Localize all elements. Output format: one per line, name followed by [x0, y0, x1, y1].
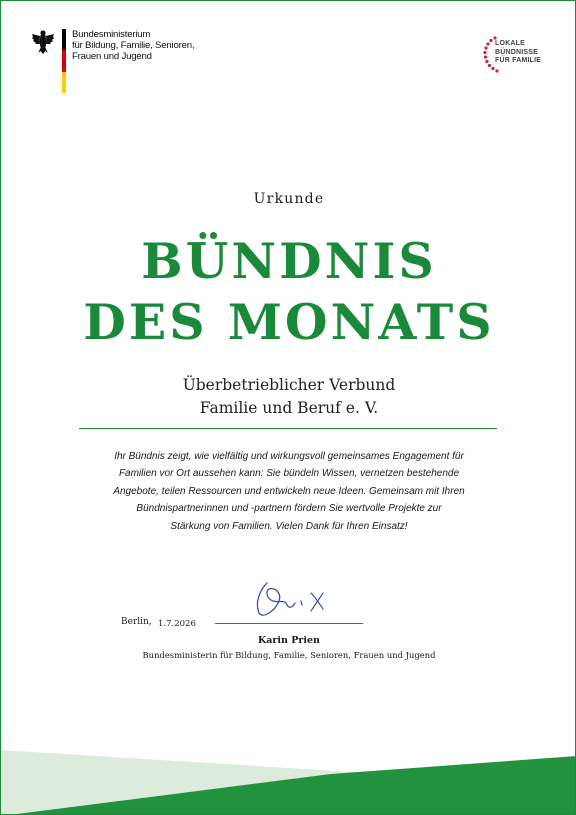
lokale-buendnisse-logo: [481, 35, 551, 77]
title-line-1: BÜNDNIS: [141, 232, 437, 290]
signing-place: Berlin,: [121, 617, 152, 627]
title-line-2: DES MONATS: [83, 293, 495, 351]
body-line: Ihr Bündnis zeigt, wie vielfältig und wirkungsvoll gemeinsames Engagement für: [114, 451, 464, 462]
ministry-logo: [31, 29, 194, 93]
lokale-buendnisse-wordmark: [495, 40, 541, 66]
body-line: Bündnispartnerinnen und -partnern fördern Sie wertvolle Projekte zur: [136, 503, 442, 515]
lokale-line: BÜNDNISSE: [495, 48, 539, 56]
recipient-line-2: Familie und Beruf e. V.: [199, 399, 379, 417]
recipient-line-1: Überbetrieblicher Verbund: [182, 376, 396, 394]
german-flag-stripe: [62, 29, 66, 93]
federal-eagle-icon: [31, 29, 55, 55]
certificate-label: Urkunde: [253, 191, 325, 207]
signature-line: [215, 623, 363, 624]
bottom-decoration: [1, 736, 576, 815]
ministry-line: Bundesministerium: [72, 29, 151, 40]
ministry-name: [72, 29, 194, 63]
lokale-line: FÜR FAMILIE: [495, 57, 542, 65]
ministry-line: Frauen und Jugend: [72, 51, 152, 63]
signer-role: Bundesministerin für Bildung, Familie, Senioren, Frauen und Jugend: [142, 650, 436, 660]
signing-date: 1.7.2026: [158, 619, 196, 629]
body-line: Familien vor Ort aussehen kann: Sie bündeln Wissen, vernetzen bestehende: [118, 468, 460, 480]
signer-name: Karin Prien: [258, 635, 320, 646]
certificate-body-text: [89, 448, 489, 535]
body-line: Stärkung von Familien. Vielen Dank für Ihren Einsatz!: [170, 520, 408, 532]
handwritten-signature: [245, 575, 335, 619]
divider-rule: [79, 428, 497, 429]
body-line: Angebote, teilen Ressourcen und entwickeln neue Ideen. Gemeinsam mit Ihren: [113, 485, 465, 497]
ministry-line: für Bildung, Familie, Senioren,: [72, 40, 195, 52]
recipient-name: [1, 374, 576, 420]
lokale-line: LOKALE: [495, 40, 525, 47]
